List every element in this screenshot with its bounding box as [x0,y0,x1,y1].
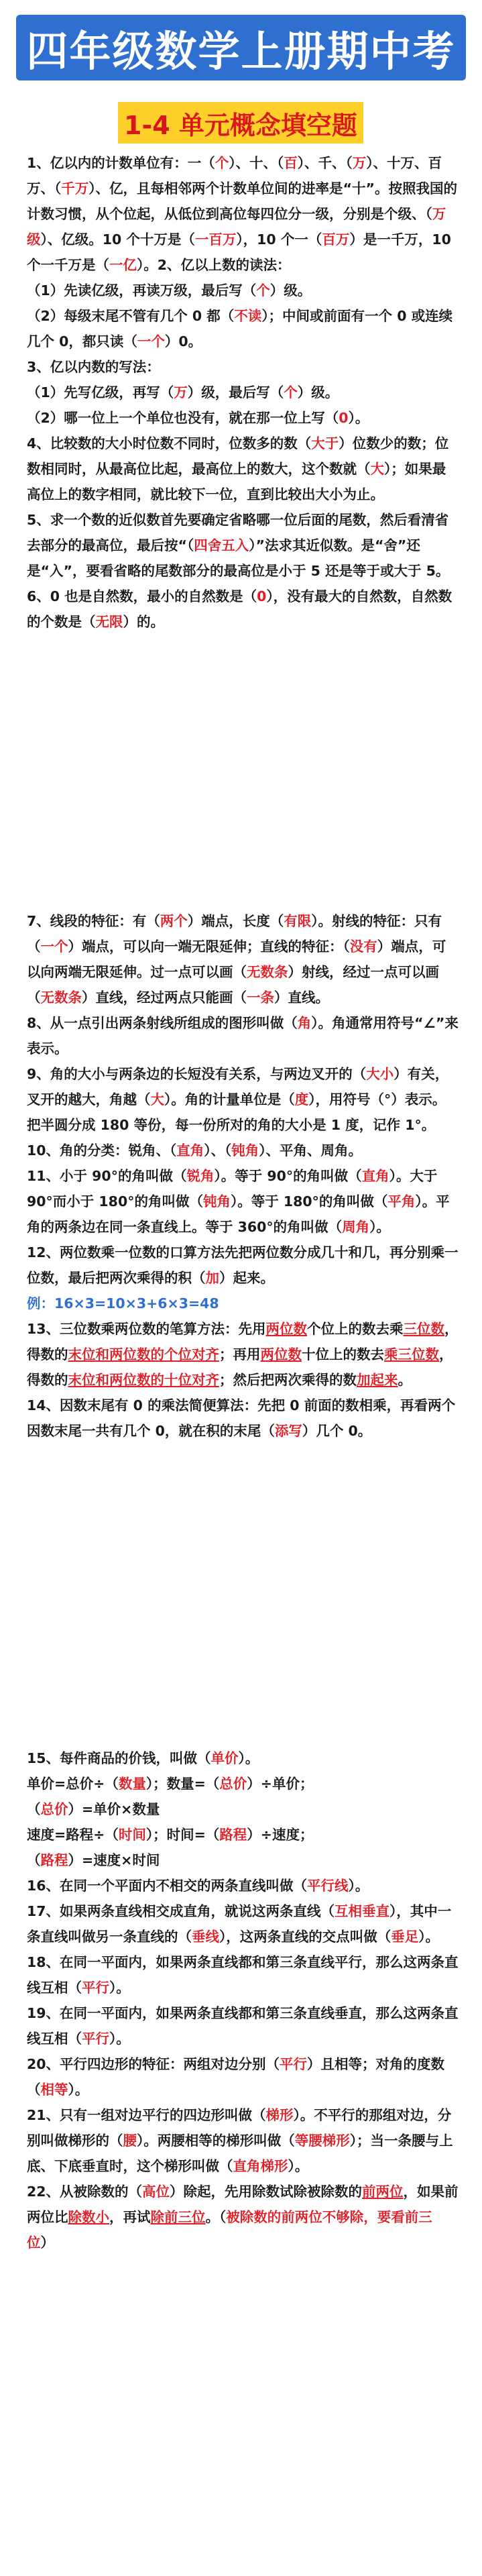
answer-text: 钝角 [202,1193,231,1210]
item-text: ）。 [288,2158,309,2174]
item-text: ）级，最后写（ [187,384,284,400]
item-text: ）”法求其近似数。是“舍”还是“入”，要看省略的尾数部分的最高位是小于 5 还是等于或大于 5。 [27,537,450,579]
item-text: ）。 [348,410,369,426]
item-text: ）是一千万，10 个一千万是（ [27,231,451,273]
answer-text: 乘三位数 [384,1346,439,1362]
answer-text: 大 [370,461,384,477]
item-text: （2）哪一位上一个单位也没有，就在那一位上写（ [27,410,339,426]
section-units-3-4 [27,908,459,1444]
answer-text: 一百万 [194,231,237,248]
answer-text: 四舍五入 [194,537,249,553]
item-9 [27,1061,459,1138]
answer-text: 除前三位 [150,2209,206,2225]
answer-text: 个 [215,155,229,171]
item-text: 9、角的大小与两条边的长短没有关系，与两边叉开的（ [27,1066,367,1082]
answer-text: 百 [284,155,298,171]
item-text: ）、（ [204,1142,232,1159]
item-text: ）射线，经过一点可以画（ [27,964,439,1006]
item-text: ）。大于 90°而小于 180°的角叫做（ [27,1168,438,1210]
answer-text: 大小 [366,1066,394,1082]
answer-text: 万 [352,155,367,171]
answer-text: 无限 [95,614,123,630]
item-11 [27,1163,459,1240]
answer-text: 千万 [61,180,89,197]
answer-text: 时间 [118,1827,146,1843]
answer-text: 总价 [40,1801,68,1817]
item-text: ）；时间=（ [145,1827,220,1843]
item-text: 5、求一个数的近似数首先要确定省略哪一位后面的尾数，然后看清省去部分的最高位，最后按“（ [27,512,449,553]
item-text: ）。两腰相等的梯形叫做（ [137,2133,295,2149]
item-3-1 [27,380,459,405]
answer-text: 被除数的前两位不够除，要看前三位 [27,2209,432,2251]
item-text: （1）先读亿级，再读万级，最后写（ [27,282,257,299]
item-text: 13、三位数乘两位数的笔算方法：先用 [27,1321,266,1337]
item-text: ）；当一条腰与上底、下底垂直时，这个梯形叫做（ [27,2133,453,2174]
answer-text: 两位数 [265,1321,308,1337]
item-text: ，如果前两位比 [27,2184,459,2225]
item-text: ）级。 [297,384,339,400]
answer-text: 一个 [137,333,165,350]
item-text: ）。 [109,2031,130,2047]
item-text: 3、亿以内数的写法： [27,359,160,375]
answer-text: 单价 [210,1750,239,1766]
item-18 [27,1949,459,2000]
item-text: ）；中间或前面有一个 0 或连续几个 0，都只读（ [27,308,453,350]
item-text: ）、十万、百万、（ [27,155,442,197]
item-text: ，得数的 [27,1346,453,1388]
item-text: ）。 [418,1929,439,1945]
item-text: ）、千、（ [297,155,353,171]
answer-text: 0 [257,588,267,604]
answer-text: 数量 [118,1776,146,1792]
section-units-1-2 [27,150,459,635]
item-2-1 [27,278,459,303]
answer-text: 直角梯形 [233,2158,288,2174]
item-text: ）。 [238,1750,259,1766]
item-text: ）。 [109,1980,130,1996]
answer-text: 总价 [219,1776,247,1792]
item-text: ）。平角的两条边在同一条直线上。等于 360°的角叫做（ [27,1193,450,1235]
item-text: 14、因数末尾有 0 的乘法简便算法：先把 0 前面的数相乘，再看两个因数末尾一共有几个 0，就在积的末尾（ [27,1397,456,1439]
item-6 [27,584,459,635]
answer-text: 平行 [82,1980,109,1996]
item-text: ）÷速度； [247,1827,314,1843]
formula-speed [27,1822,459,1847]
item-text: ）、平角、周角。 [259,1142,363,1159]
answer-text: 互相垂直 [335,1903,390,1919]
item-12 [27,1240,459,1291]
page-subtitle: 1-4 单元概念填空题 [124,110,357,140]
answer-text: 个 [256,282,270,299]
item-text: 4、比较数的大小时位数不同时，位数多的数（ [27,435,312,451]
item-text: 19、在同一平面内，如果两条直线都和第三条直线垂直，那么这两条直线互相（ [27,2005,459,2047]
answer-text: 无数条 [40,989,82,1006]
item-text: ）端点，可以向两端无限延伸。过一点可以画（ [27,938,446,980]
item-3-2 [27,405,459,431]
item-8 [27,1010,459,1061]
answer-text: 钝角 [231,1142,259,1159]
item-text: （1）先写亿级，再写（ [27,384,174,400]
answer-text: 腰 [123,2133,137,2149]
item-text: 12、两位数乘一位数的口算方法先把两位数分成几十和几，再分别乘一位数，最后把两次乘得的积（ [27,1244,459,1286]
item-text: 22、从被除数的（ [27,2184,143,2200]
answer-text: 路程 [40,1852,68,1868]
item-7 [27,908,459,1010]
item-1 [27,150,459,278]
answer-text: 添写 [274,1423,302,1439]
item-text: ）。不平行的那组对边，分别叫做梯形的（ [27,2107,452,2149]
answer-text: 平行 [280,2056,308,2072]
answer-text: 有限 [284,913,312,929]
section-applications-geometry [27,1746,459,2255]
answer-text: 万级 [27,206,446,248]
answer-text: 大 [150,1091,164,1108]
item-text: 11、小于 90°的角叫做（ [27,1168,187,1184]
item-text: 个位上的数去乘 [307,1321,404,1337]
item-text: ）几个 0。 [302,1423,372,1439]
item-text: ）位数少的数；位数相同时，从最高位比起，最高位上的数大，这个数就（ [27,435,449,477]
item-text: ） [40,2235,54,2251]
item-text: 速度=路程÷（ [27,1827,119,1843]
item-text: ）除起，先用除数试除被除数的 [170,2184,363,2200]
answer-text: 前两位 [362,2184,404,2200]
answer-text: 除数小 [68,2209,109,2225]
answer-text: 加起来 [357,1372,398,1388]
answer-text: 相等 [40,2082,68,2098]
item-text: ）的。 [123,614,164,630]
item-text: 7、线段的特征：有（ [27,913,160,929]
item-text: ）直线。 [274,989,329,1006]
item-text: 1、亿以内的计数单位有：一（ [27,155,215,171]
item-17 [27,1898,459,1949]
item-text: ），10 个一（ [236,231,322,248]
item-text: ）0。 [164,333,202,350]
answer-text: 个 [284,384,298,400]
item-text: ）÷单价； [247,1776,314,1792]
title-banner [16,15,466,80]
item-text: ），用符号（°）表示。把半圆分成 180 等份，每一份所对的角的大小是 1 度，记作 1°。 [27,1091,446,1133]
item-text: 21、只有一组对边平行的四边形叫做（ [27,2107,266,2123]
answer-text: 平行 [82,2031,109,2047]
answer-text: 高位 [142,2184,170,2200]
answer-text: 垂线 [192,1929,219,1945]
item-22 [27,2179,459,2255]
answer-text: 直角 [176,1142,204,1159]
answer-text: 角 [297,1015,312,1031]
item-4 [27,431,459,507]
item-text: ），这两条直线的交点叫做（ [219,1929,391,1945]
item-text: 8、从一点引出两条射线所组成的图形叫做（ [27,1015,298,1031]
item-text: 20、平行四边形的特征：两组对边分别（ [27,2056,280,2072]
item-text: 17、如果两条直线相交成直角，就说这两条直线（ [27,1903,335,1919]
item-text: ）级。 [269,282,312,299]
answer-text: 直角 [361,1168,389,1184]
item-text: （2）每级末尾不管有几个 0 都（ [27,308,235,324]
answer-text: 等腰梯形 [294,2133,350,2149]
item-text: ）、亿，且每相邻两个计数单位间的进率是“十”。按照我国的计数习惯，从个位起，从低位到高位每四位分一级，分别是个级、（ [27,180,457,222]
item-text: ；然后把两次乘得的数 [219,1372,357,1388]
answer-text: 两个 [160,913,188,929]
item-text: ）。角的计量单位是（ [164,1091,295,1108]
answer-text: 一个 [40,938,68,955]
item-text: ；再用 [219,1346,261,1362]
formula-unit-price [27,1771,459,1796]
item-text: ）端点，长度（ [187,913,284,929]
item-21 [27,2102,459,2179]
item-text: ），没有最大的自然数，自然数的个数是（ [27,588,453,630]
item-text: ）端点，可以向一端无限延伸；直线的特征：（ [68,938,350,955]
item-text: ）。射线的特征：只有（ [27,913,442,955]
item-5 [27,507,459,584]
item-text: ）。2、亿以上数的读法： [137,257,291,273]
formula-total-price [27,1796,459,1822]
item-text: ）、十、（ [229,155,284,171]
answer-text: 不读 [234,308,262,324]
item-text: 15、每件商品的价钱，叫做（ [27,1750,211,1766]
answer-text: 末位和两位数的十位对齐 [68,1372,219,1388]
example-line [27,1291,459,1316]
item-text: ）=速度×时间 [68,1852,160,1868]
item-text: ）。 [348,1878,369,1894]
item-text: 10、角的分类：锐角、（ [27,1142,177,1159]
answer-text: 梯形 [265,2107,294,2123]
item-text: 6、0 也是自然数，最小的自然数是（ [27,588,257,604]
item-3 [27,354,459,380]
answer-text: 两位数 [260,1346,302,1362]
item-text: ，得数的 [27,1321,459,1362]
item-text: （ [27,1852,41,1868]
answer-text: 度 [294,1091,309,1108]
item-text: 16、在同一个平面内不相交的两条直线叫做（ [27,1878,308,1894]
item-text: 十位上的数去 [302,1346,384,1362]
item-text: ）起来。 [219,1270,274,1286]
item-20 [27,2051,459,2102]
answer-text: 末位和两位数的个位对齐 [68,1346,219,1362]
answer-text: 无数条 [247,964,288,980]
item-text: ）有关，叉开的越大，角越（ [27,1066,449,1108]
formula-distance [27,1847,459,1873]
answer-text: 大于 [311,435,339,451]
item-text: ）直线，经过两点只能画（ [82,989,247,1006]
item-text: 。 [398,1372,412,1388]
item-text: ）。 [369,1219,390,1235]
answer-text: 垂足 [391,1929,419,1945]
item-text: 。（ [205,2209,227,2225]
answer-text: 路程 [219,1827,247,1843]
item-text: ）且相等；对角的度数（ [27,2056,445,2098]
item-19 [27,2000,459,2051]
item-text: ）；如果最高位上的数字相同，就比较下一位，直到比较出大小为止。 [27,461,446,502]
answer-text: 加 [205,1270,219,1286]
answer-text: 没有 [349,938,377,955]
item-text: ，再试 [109,2209,151,2225]
item-13 [27,1316,459,1393]
answer-text: 周角 [342,1219,370,1235]
answer-text: 平行线 [307,1878,349,1894]
answer-text: 一条 [247,989,274,1006]
item-text: ）；数量=（ [145,1776,220,1792]
item-text: （ [27,1801,41,1817]
subtitle-banner [118,102,363,144]
item-text: ）。等于 90°的角叫做（ [214,1168,362,1184]
item-text: ），其中一条直线叫做另一条直线的（ [27,1903,452,1945]
item-text: ）。等于 180°的角叫做（ [230,1193,388,1210]
answer-text: 万 [174,384,188,400]
item-14 [27,1393,459,1444]
answer-text: 0 [339,410,349,426]
item-10 [27,1138,459,1163]
item-text: ）=单价×数量 [68,1801,160,1817]
answer-text: 锐角 [186,1168,215,1184]
item-text: 单价=总价÷（ [27,1776,119,1792]
item-15 [27,1746,459,1771]
item-text: 18、在同一平面内，如果两条直线都和第三条直线平行，那么这两条直线互相（ [27,1954,459,1996]
item-16 [27,1873,459,1898]
item-text: ）、亿级。10 个十万是（ [40,231,195,248]
page-title: 四年级数学上册期中考 [26,26,456,76]
item-text: ）。角通常用符号“∠”来表示。 [27,1015,459,1057]
example-text: 例：16×3=10×3+6×3=48 [27,1295,219,1311]
answer-text: 三位数 [403,1321,445,1337]
item-text: ）。 [68,2082,89,2098]
answer-text: 百万 [322,231,350,248]
answer-text: 一亿 [109,257,137,273]
item-2-2 [27,303,459,354]
answer-text: 平角 [387,1193,416,1210]
